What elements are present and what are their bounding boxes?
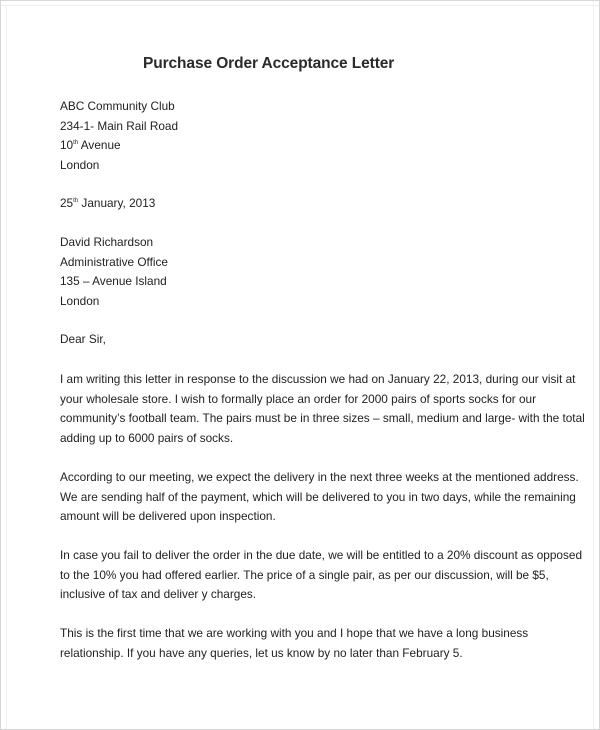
letter-title: Purchase Order Acceptance Letter bbox=[143, 55, 395, 72]
paragraph-line: According to our meeting, we expect the delivery in the next three weeks at the mentioned address. bbox=[60, 470, 579, 484]
recipient-office: Administrative Office bbox=[60, 254, 168, 269]
paragraph-1 bbox=[60, 370, 585, 448]
recipient-city: London bbox=[60, 293, 100, 308]
salutation-text: Dear Sir, bbox=[60, 332, 106, 346]
date-day-suffix: th bbox=[73, 198, 79, 204]
paragraph-line: This is the first time that we are working with you and I hope that we have a long business bbox=[60, 626, 529, 640]
page-edge bbox=[6, 5, 7, 729]
avenue-suffix: th bbox=[73, 140, 79, 146]
sender-name: ABC Community Club bbox=[60, 99, 175, 113]
page-edge bbox=[593, 1, 594, 729]
avenue-text: Avenue bbox=[78, 138, 121, 152]
page-edge bbox=[1, 5, 599, 6]
paragraph-line: I am writing this letter in response to the discussion we had on January 22, 2013, during our visit at bbox=[60, 372, 576, 386]
date-day: 25 bbox=[60, 196, 74, 210]
paragraph-line: We are sending half of the payment, which will be delivered to you in two days, while the remaining bbox=[60, 489, 576, 504]
sender-address bbox=[60, 97, 178, 175]
paragraph-line: relationship. If you have any queries, let us know by no later than February 5. bbox=[60, 645, 463, 660]
sender-city: London bbox=[60, 157, 100, 172]
paragraph-line: amount will be delivered upon inspection. bbox=[60, 509, 276, 523]
sender-avenue bbox=[60, 136, 178, 156]
paragraph-line: to the 10% you had offered earlier. The price of a single pair, as per our discussion, will be $5, bbox=[60, 567, 549, 582]
recipient-name: David Richardson bbox=[60, 235, 154, 249]
paragraph-4 bbox=[60, 624, 560, 663]
letter-date bbox=[60, 194, 155, 214]
sender-street: 234-1- Main Rail Road bbox=[60, 118, 179, 133]
paragraph-line: community’s football team. The pairs must be in three sizes – small, medium and large- with the total bbox=[60, 411, 585, 425]
salutation bbox=[60, 330, 106, 350]
paragraph-line: inclusive of tax and deliver y charges. bbox=[60, 587, 257, 601]
recipient-street: 135 – Avenue Island bbox=[60, 274, 167, 288]
paragraph-2 bbox=[60, 468, 579, 527]
paragraph-line: In case you fail to deliver the order in the due date, we will be entitled to a 20% discount as opposed bbox=[60, 548, 583, 562]
date-rest: January, 2013 bbox=[78, 196, 156, 210]
paragraph-3 bbox=[60, 546, 583, 605]
recipient-address bbox=[60, 233, 168, 311]
avenue-number: 10 bbox=[60, 138, 74, 152]
paragraph-line: adding up to 6000 pairs of socks. bbox=[60, 430, 234, 445]
paragraph-line: your wholesale store. I wish to formally place an order for 2000 pairs of sports socks for our bbox=[60, 391, 537, 406]
